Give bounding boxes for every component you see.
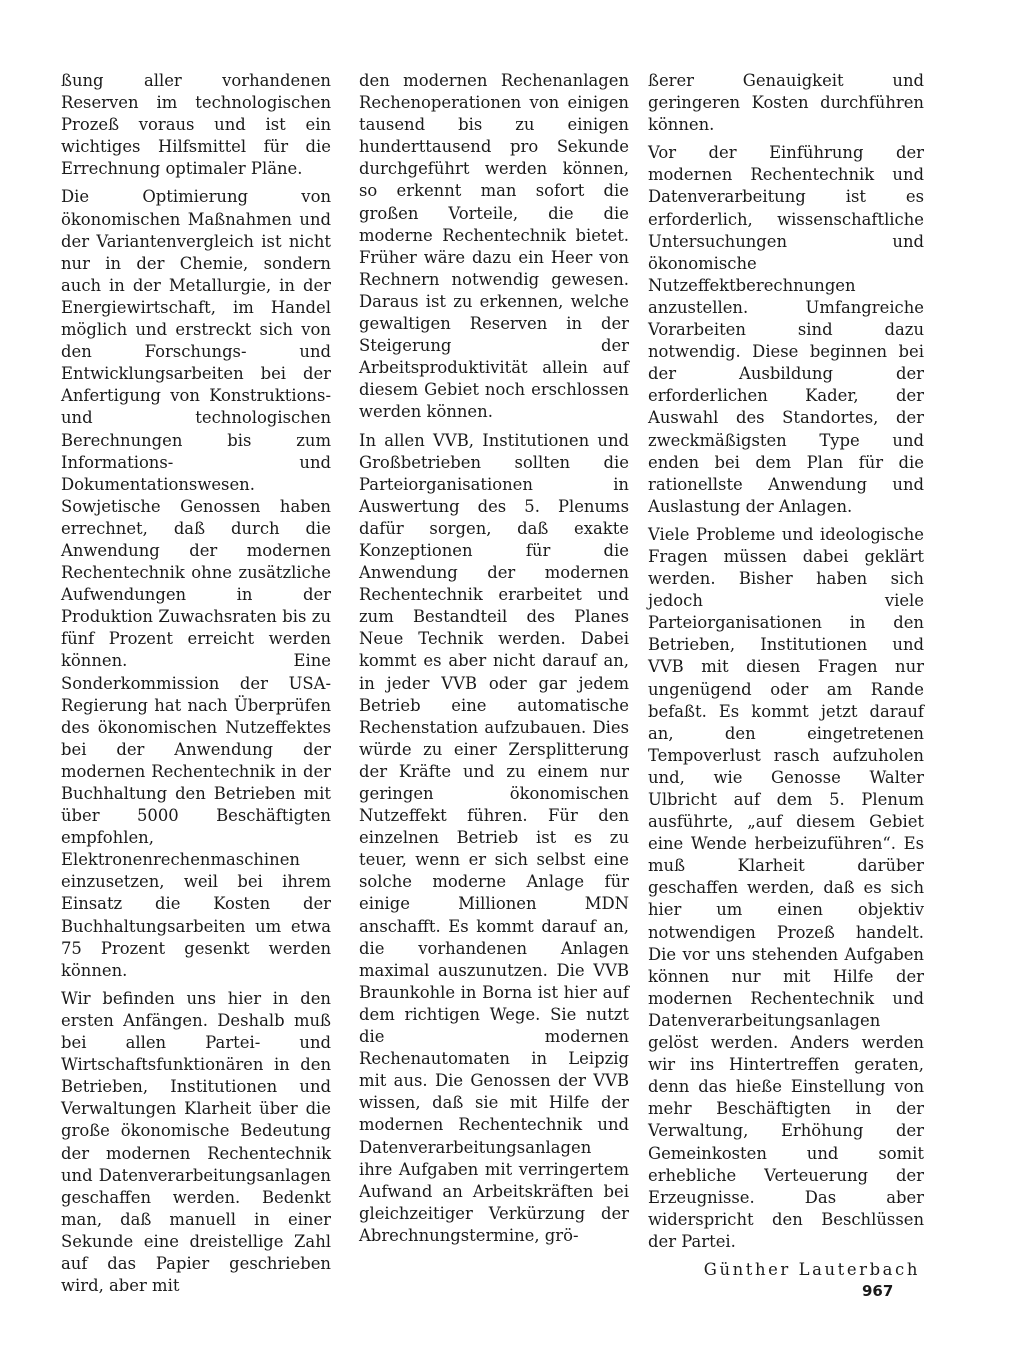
paragraph: Viele Probleme und ideologische Fragen müssen dabei geklärt werden. Bisher haben sich jedoch viele Parteiorganisationen in den Betrieben, Institutionen und VVB mit diesen Fragen nur ungenügend oder am Rande befaßt. Es kommt jetzt darauf an, den eingetretenen Tempoverlust rasch aufzuholen und, wie Genosse Walter Ulbricht auf dem 5. Plenum ausführte, „auf diesem Gebiet eine Wende herbeizuführen“. Es muß Klarheit darüber geschaffen werden, daß es sich hier um einen objektiv notwendigen Prozeß handelt. Die vor uns stehenden Aufgaben können nur mit Hilfe der modernen Rechentechnik und Datenverarbeitungsanlagen gelöst werden. Anders werden wir ins Hintertreffen geraten, denn das hieße Einstellung von mehr Beschäftigten in der Verwaltung, Erhöhung der Gemeinkosten und somit erhebliche Verteuerung der Erzeugnisse. Das aber widerspricht den Beschlüssen der Partei.: [648, 524, 924, 1251]
paragraph: Die Optimierung von ökonomischen Maßnahmen und der Variantenvergleich ist nicht nur in der Chemie, sondern auch in der Metallurgie, in der Energiewirtschaft, im Handel möglich und erstreckt sich von den Forschungs- und Entwicklungsarbeiten bei der Anfertigung von Konstruktions- und technologischen Berechnungen bis zum Informations- und Dokumentationswesen. Sowjetische Genossen haben errechnet, daß durch die Anwendung der modernen Rechentechnik ohne zusätzliche Aufwendungen in der Produktion Zuwachsraten bis zu fünf Prozent erreicht werden können. Eine Sonderkommission der USA-Regierung hat nach Überprüfen des ökonomischen Nutzeffektes bei der Anwendung der modernen Rechentechnik in der Buchhaltung den Betrieben mit über 5000 Beschäftigten empfohlen, Elektronenrechenmaschinen einzusetzen, weil bei ihrem Einsatz die Kosten der Buchhaltungsarbeiten um etwa 75 Prozent gesenkt werden können.: [61, 187, 331, 980]
paragraph: den modernen Rechenanlagen Rechenoperationen von einigen tausend bis zu einigen hunderttausend pro Sekunde durchgeführt werden können, so erkennt man sofort die großen Vorteile, die die moderne Rechentechnik bietet. Früher wäre dazu ein Heer von Rechnern notwendig gewesen. Daraus ist zu erkennen, welche gewaltigen Reserven in der Steigerung der Arbeitsproduktivität allein auf diesem Gebiet noch erschlossen werden können.: [359, 71, 629, 422]
paragraph: ßerer Genauigkeit und geringeren Kosten durchführen können.: [648, 71, 924, 135]
text-column-2: [359, 70, 629, 1253]
paragraph: Vor der Einführung der modernen Rechentechnik und Datenverarbeitung ist es erforderlich, wissenschaftliche Untersuchungen und ökonomische Nutzeffektberechnungen anzustellen. Umfangreiche Vorarbeiten sind dazu notwendig. Diese beginnen bei der Ausbildung der erforderlichen Kader, der Auswahl des Standortes, der zweckmäßigsten Type und enden bei dem Plan für die rationellste Anwendung und Auslastung der Anlagen.: [648, 143, 924, 516]
text-column-3: [648, 70, 924, 1281]
paragraph: In allen VVB, Institutionen und Großbetrieben sollten die Parteiorganisationen in Auswertung des 5. Plenums dafür sorgen, daß exakte Konzeptionen für die Anwendung der modernen Rechentechnik erarbeitet und zum Bestandteil des Planes Neue Technik werden. Dabei kommt es aber nicht darauf an, in jeder VVB oder gar jedem Betrieb eine automatische Rechenstation aufzubauen. Dies würde zu einer Zersplitterung der Kräfte und zu einem nur geringen ökonomischen Nutzeffekt führen. Für den einzelnen Betrieb ist es zu teuer, wenn er sich selbst eine solche moderne Anlage für einige Millionen MDN anschafft. Es kommt darauf an, die vorhandenen Anlagen maximal auszunutzen. Die VVB Braunkohle in Borna ist hier auf dem richtigen Wege. Sie nutzt die modernen Rechenautomaten in Leipzig mit aus. Die Genossen der VVB wissen, daß sie mit Hilfe der modernen Rechentechnik und Datenverarbeitungsanlagen ihre Aufgaben mit verringertem Aufwand an Arbeitskräften bei gleichzeitiger Verkürzung der Abrechnungstermine, grö-: [359, 430, 629, 1245]
text-column-1: [61, 70, 331, 1303]
author-signature: Günther Lauterbach: [703, 1259, 920, 1279]
paragraph: ßung aller vorhandenen Reserven im technologischen Prozeß voraus und ist ein wichtiges Hilfsmittel für die Errechnung optimaler Pläne.: [61, 71, 331, 179]
paragraph: Wir befinden uns hier in den ersten Anfängen. Deshalb muß bei allen Partei- und Wirtschaftsfunktionären in den Betrieben, Institutionen und Verwaltungen Klarheit über die große ökonomische Bedeutung der modernen Rechentechnik und Datenverarbeitungsanlagen geschaffen werden. Bedenkt man, daß manuell in einer Sekunde eine dreistellige Zahl auf das Papier geschrieben wird, aber mit: [61, 988, 331, 1296]
page-number: 967: [862, 1282, 894, 1300]
